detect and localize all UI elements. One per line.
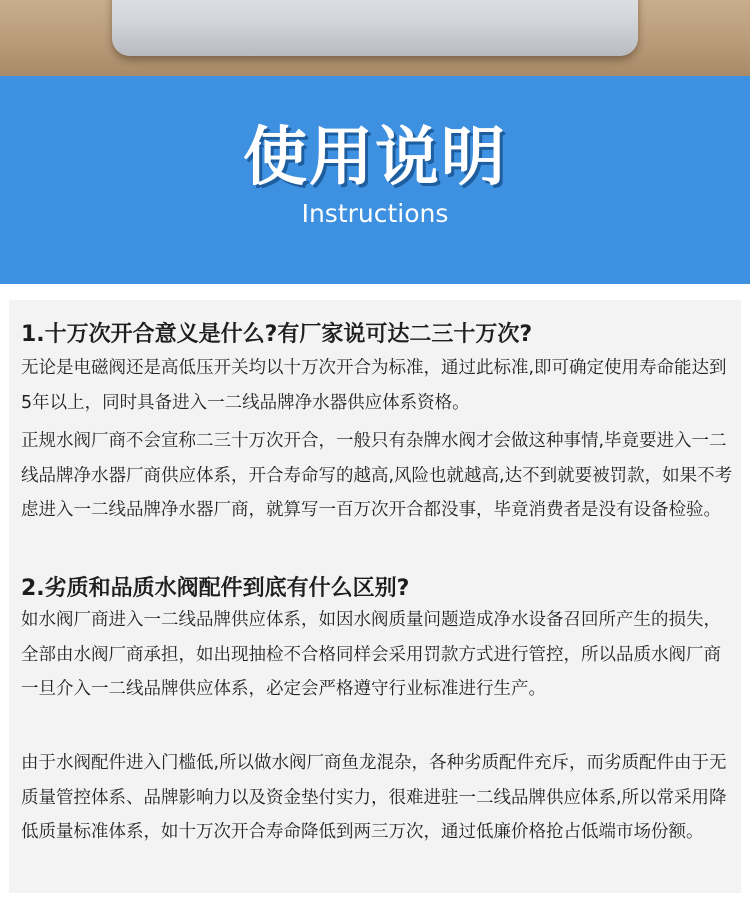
digital-scale-image [112, 0, 638, 56]
product-photo-strip [0, 0, 750, 76]
section-2-heading: 2.劣质和品质水阀配件到底有什么区别? [21, 576, 410, 601]
section-1-paragraph-1: 无论是电磁阀还是高低压开关均以十万次开合为标准，通过此标准,即可确定使用寿命能达到5年以上，同时具备进入一二线品牌净水器供应体系资格。 [21, 358, 727, 413]
content-panel [9, 300, 741, 893]
banner-title: 使用说明 [243, 121, 507, 195]
section-2-paragraph-2: 由于水阀配件进入门槛低,所以做水阀厂商鱼龙混杂，各种劣质配件充斥，而劣质配件由于无质量管控体系、品牌影响力以及资金垫付实力，很难进驻一二线品牌供应体系,所以常采用降低质量标准体系，如十万次开合寿命降低到两三万次，通过低廉价格抢占低端市场份额。 [21, 753, 727, 842]
instructions-banner [0, 76, 750, 284]
section-1-paragraph-2: 正规水阀厂商不会宣称二三十万次开合，一般只有杂牌水阀才会做这种事情,毕竟要进入一二线品牌净水器厂商供应体系，开合寿命写的越高,风险也就越高,达不到就要被罚款，如果不考虑进入一二线品牌净水器厂商，就算写一百万次开合都没事，毕竟消费者是没有设备检验。 [21, 431, 733, 520]
section-1-heading: 1.十万次开合意义是什么?有厂家说可达二三十万次? [21, 322, 533, 347]
section-2-paragraph-1: 如水阀厂商进入一二线品牌供应体系，如因水阀质量问题造成净水设备召回所产生的损失，全部由水阀厂商承担，如出现抽检不合格同样会采用罚款方式进行管控，所以品质水阀厂商一旦介入一二线品牌供应体系，必定会严格遵守行业标准进行生产。 [21, 610, 721, 699]
banner-subtitle: Instructions [301, 199, 449, 228]
